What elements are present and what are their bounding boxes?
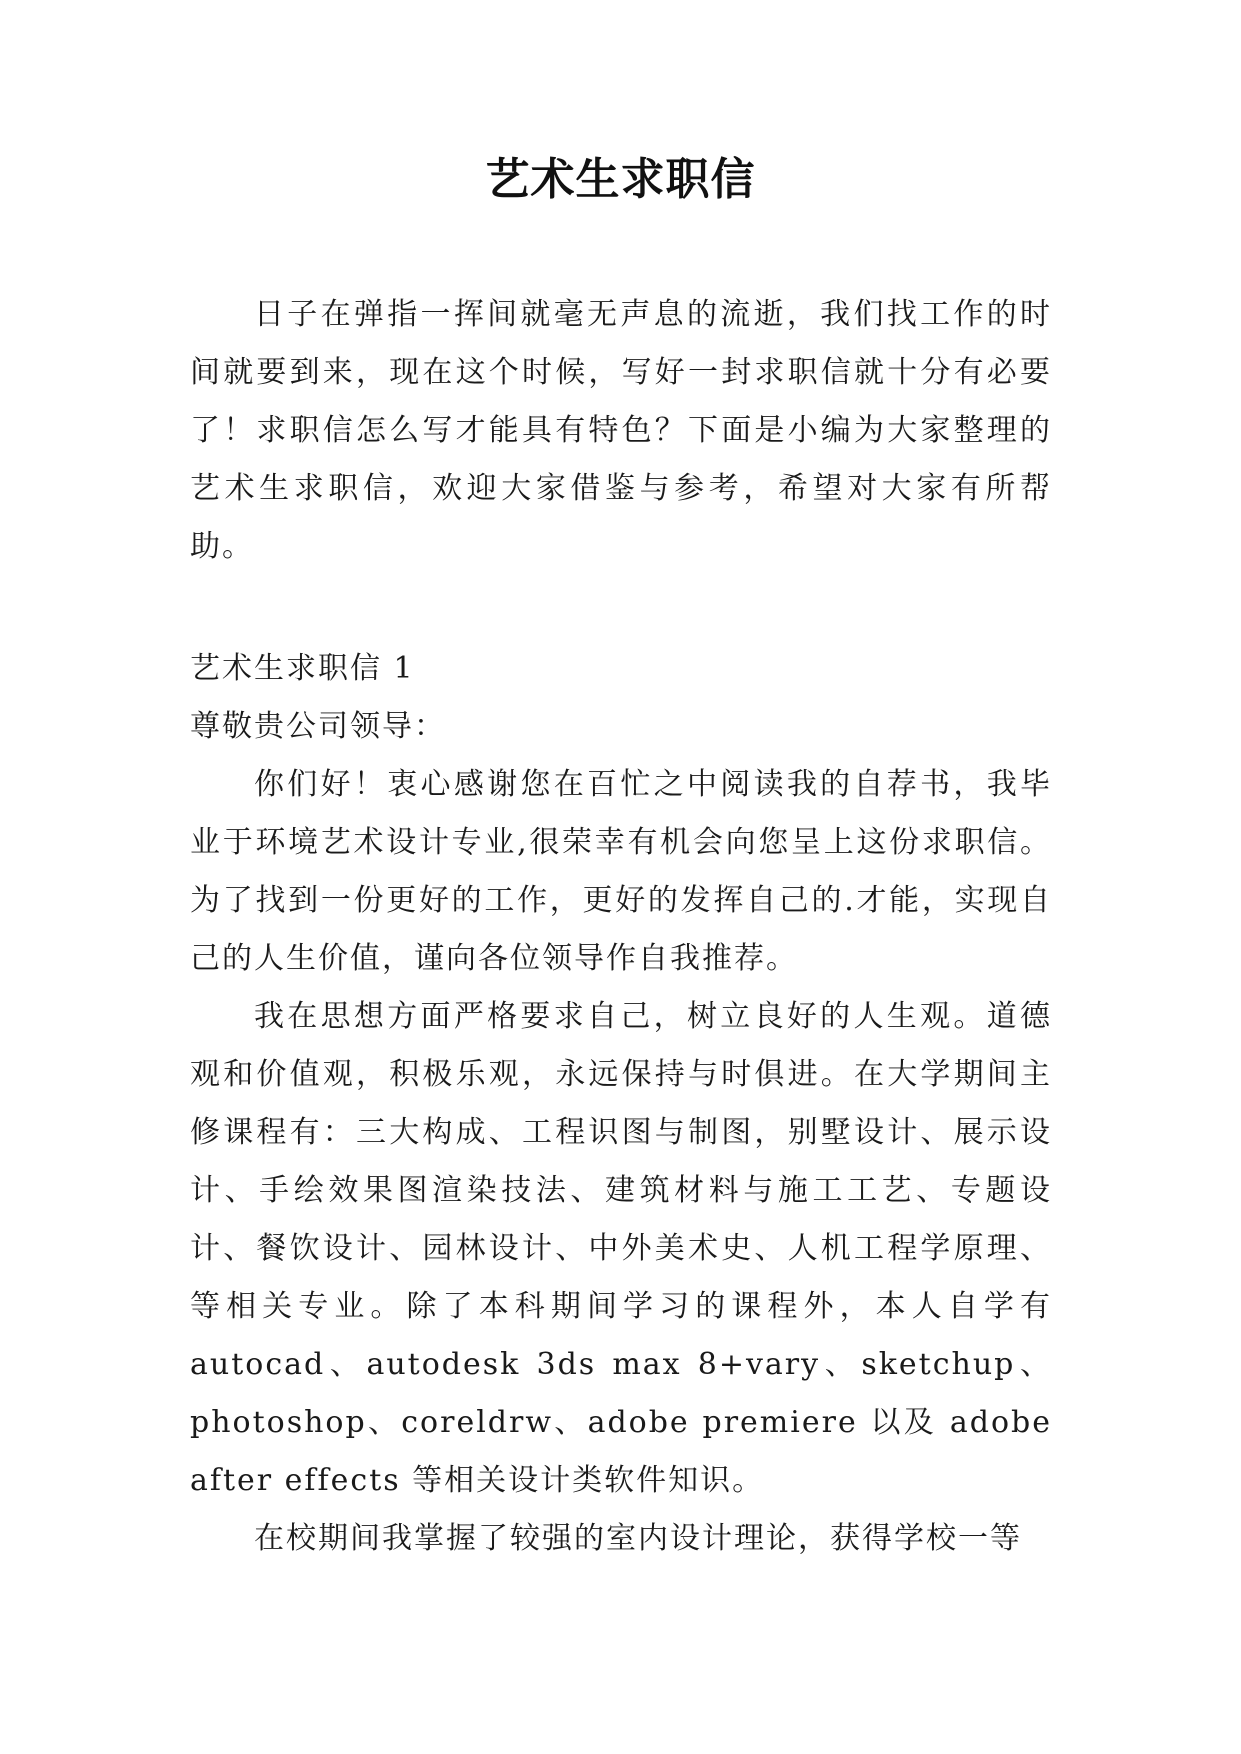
document-title: 艺术生求职信 [485,154,756,205]
section-heading: 艺术生求职信 1 [190,651,415,686]
body-paragraph: 我在思想方面严格要求自己，树立良好的人生观。道德观和价值观，积极乐观，永远保持与时俱进。在大学期间主修课程有：三大构成、工程识图与制图，别墅设计、展示设计、手绘效果图渲染技法、建筑材料与施工工艺、专题设计、餐饮设计、园林设计、中外美术史、人机工程学原理、等相关专业。除了本科期间学习的课程外，本人自学有 autocad、autodesk 3ds max 8+vary、sketchup、photoshop、coreldrw、adobe premiere 以及 adobe after effects 等相关设计类软件知识。 [190,999,1052,1498]
salutation: 尊敬贵公司领导： [190,709,446,744]
intro-paragraph: 日子在弹指一挥间就毫无声息的流逝，我们找工作的时间就要到来，现在这个时候，写好一封求职信就十分有必要了！求职信怎么写才能具有特色？下面是小编为大家整理的艺术生求职信，欢迎大家借鉴与参考，希望对大家有所帮助。 [190,297,1052,564]
body-paragraph: 在校期间我掌握了较强的室内设计理论，获得学校一等 [254,1521,1022,1556]
body-paragraph: 你们好！衷心感谢您在百忙之中阅读我的自荐书，我毕业于环境艺术设计专业,很荣幸有机会向您呈上这份求职信。为了找到一份更好的工作，更好的发挥自己的.才能，实现自己的人生价值，谨向各位领导作自我推荐。 [190,767,1052,976]
